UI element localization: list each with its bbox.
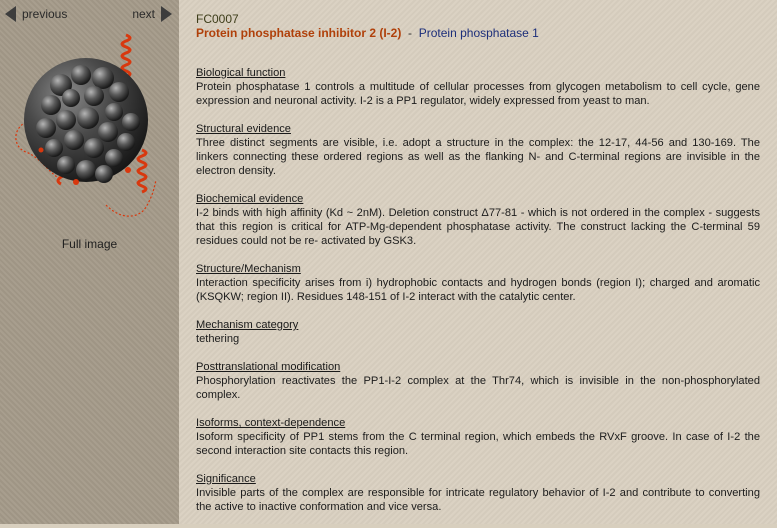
protein-structure-image[interactable] <box>6 30 166 222</box>
arrow-left-icon <box>5 6 16 22</box>
next-label: next <box>132 7 155 21</box>
section-heading: Posttranslational modification <box>196 361 341 373</box>
previous-button[interactable] <box>5 6 67 22</box>
section-mechanism-category <box>196 318 760 346</box>
section-body: Interaction specificity arises from i) hydrophobic contacts and hydrogen bonds (region I); charged and aromatic (KSQKW; region II). Residues 148-151 of I-2 interact with the catalytic center. <box>196 277 760 303</box>
protein-title: Protein phosphatase inhibitor 2 (I-2) <box>196 26 402 40</box>
section-biochemical-evidence <box>196 192 760 248</box>
section-heading: Structure/Mechanism <box>196 263 301 275</box>
previous-label: previous <box>22 7 68 21</box>
entry-title <box>196 26 760 40</box>
section-body: Protein phosphatase 1 controls a multitude of cellular processes from glycogen metabolism to cell cycle, gene expression and neuronal activity. I-2 is a PP1 regulator, widely expressed from yeast to man. <box>196 81 760 107</box>
section-structure-mechanism <box>196 262 760 304</box>
next-button[interactable] <box>132 6 172 22</box>
section-heading: Biological function <box>196 67 286 79</box>
section-body: Isoform specificity of PP1 stems from the C terminal region, which embeds the RVxF groove. In case of I-2 the second interaction site contacts this region. <box>196 431 760 457</box>
section-body: Phosphorylation reactivates the PP1-I-2 complex at the Thr74, which is invisible in the non-phosphorylated complex. <box>196 375 760 401</box>
main-content <box>179 0 777 524</box>
section-body: tethering <box>196 333 240 345</box>
title-separator: - <box>408 26 413 40</box>
section-heading: Biochemical evidence <box>196 193 304 205</box>
section-posttranslational-modification <box>196 360 760 402</box>
section-heading: Isoforms, context-dependence <box>196 417 346 429</box>
sidebar <box>0 0 179 524</box>
section-heading: Significance <box>196 473 256 485</box>
section-body: I-2 binds with high affinity (Kd ~ 2nM). Deletion construct Δ77-81 - which is not ordered in the complex - suggests that this region is critical for ATP-Mg-dependent phosphatase activity. The construct lacking the C-terminal 59 residues could not be re- activated by GSK3. <box>196 207 760 247</box>
section-isoforms <box>196 416 760 458</box>
full-image-link[interactable]: Full image <box>61 237 118 251</box>
entry-id: FC0007 <box>196 12 239 26</box>
partner-link[interactable]: Protein phosphatase 1 <box>418 26 539 40</box>
section-heading: Mechanism category <box>196 319 299 331</box>
section-biological-function <box>196 66 760 108</box>
section-heading: Structural evidence <box>196 123 291 135</box>
arrow-right-icon <box>161 6 172 22</box>
section-structural-evidence <box>196 122 760 178</box>
section-body: Three distinct segments are visible, i.e. adopt a structure in the complex: the 12-17, 44-56 and 130-169. The linkers connecting these ordered regions as well as the flanking N- and C-terminal regions are invisible in the electron density. <box>196 137 760 177</box>
section-body: Invisible parts of the complex are responsible for intricate regulatory behavior of I-2 and contribute to converting the active to inactive conformation and vice versa. <box>196 487 760 513</box>
section-significance <box>196 472 760 514</box>
